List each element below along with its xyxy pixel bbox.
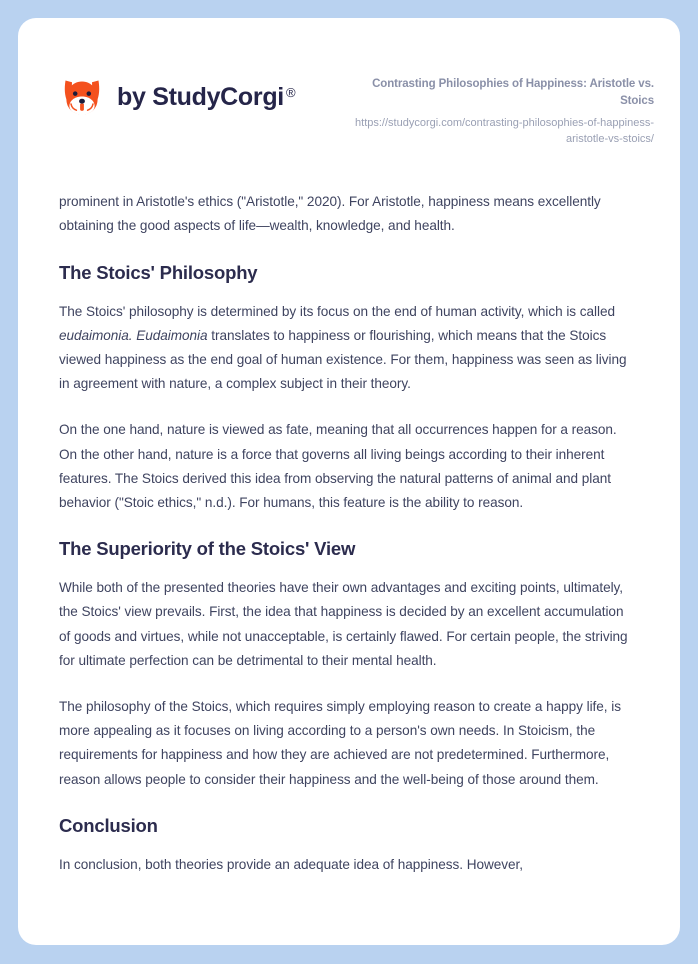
brand-name-text: by StudyCorgi — [117, 82, 284, 111]
studycorgi-brand-logo[interactable] — [59, 66, 296, 120]
term-eudaimonia-capitalized: Eudaimonia — [136, 327, 208, 343]
brand-wordmark — [117, 82, 296, 111]
document-header — [18, 18, 680, 148]
document-source-url[interactable]: https://studycorgi.com/contrasting-philosophies-of-happiness-aristotle-vs-stoics/ — [355, 117, 654, 146]
intro-paragraph: prominent in Aristotle's ethics ("Aristotle," 2020). For Aristotle, happiness means excellently obtaining the good aspects of life—wealth, knowledge, and health. — [59, 194, 601, 234]
document-page-card — [18, 18, 680, 945]
stoics-p1-part-b: translates to happiness or flourishing, which means that the Stoics viewed happiness as the end goal of human existence. For them, happiness was seen as living in agreement with nature, a complex subject in their theory. — [59, 327, 627, 392]
superiority-paragraph-2: The philosophy of the Stoics, which requires simply employing reason to create a happy life, is more appealing as it focuses on living according to a person's own needs. In Stoicism, the requirements for happiness and how they are achieved are not predetermined. Furthermore, reason allows people to consider their happiness and the well-being of those around them. — [59, 698, 621, 787]
registered-trademark-mark: ® — [285, 84, 296, 100]
header-meta — [336, 66, 654, 148]
heading-stoics-philosophy: The Stoics' Philosophy — [59, 261, 258, 283]
heading-conclusion: Conclusion — [59, 814, 158, 836]
corgi-head-icon — [59, 74, 105, 120]
conclusion-paragraph-1: In conclusion, both theories provide an adequate idea of happiness. However, — [59, 856, 523, 872]
document-title: Contrasting Philosophies of Happiness: Aristotle vs. Stoics — [372, 78, 654, 107]
document-body — [18, 148, 680, 877]
superiority-paragraph-1: While both of the presented theories have their own advantages and exciting points, ultimately, the Stoics' view prevails. First, the idea that happiness is decided by an excellent accumulation of goods and virtues, while not unacceptable, is certainly flawed. For certain people, the striving for ultimate perfection can be detrimental to their mental health. — [59, 580, 628, 668]
term-eudaimonia-lowercase: eudaimonia. — [59, 327, 133, 343]
stoics-paragraph-1 — [59, 300, 635, 397]
stoics-paragraph-2: On the one hand, nature is viewed as fate, meaning that all occurrences happen for a reason. On the other hand, nature is a force that governs all living beings according to their inherent features. The Stoics derived this idea from observing the natural patterns of animal and plant behavior ("Stoic ethics," n.d.). For humans, this feature is the ability to reason. — [59, 422, 617, 510]
stoics-p1-part-a: The Stoics' philosophy is determined by its focus on the end of human activity, which is called — [59, 303, 615, 319]
heading-superiority-of-stoics-view: The Superiority of the Stoics' View — [59, 538, 356, 560]
